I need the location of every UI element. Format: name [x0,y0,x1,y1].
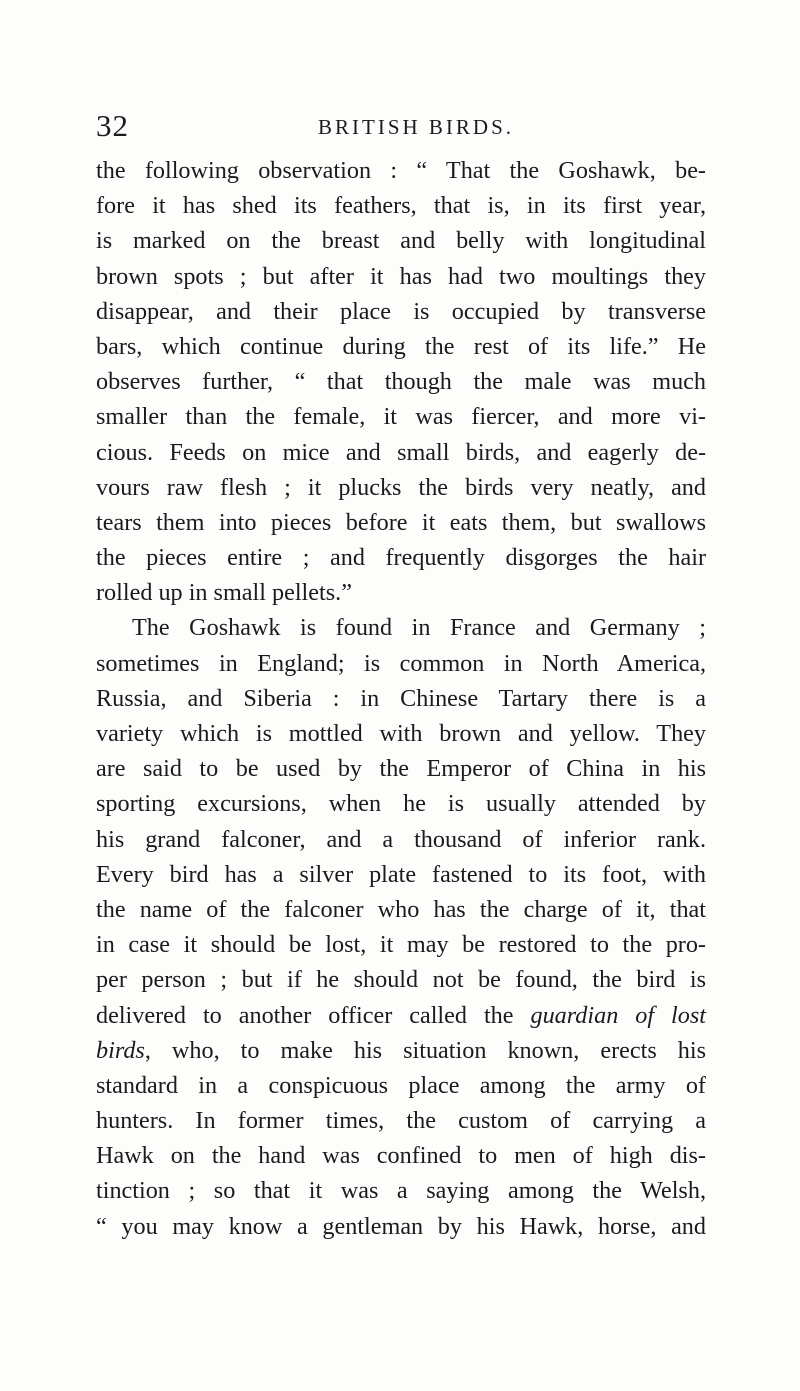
text-line: sporting excursions, when he is usually attended by [96,790,706,818]
page-number: 32 [96,108,129,143]
text-line: vours raw flesh ; it plucks the birds very neatly, and [96,473,706,501]
text-line: variety which is mottled with brown and yellow. They [96,720,706,747]
text-line: brown spots ; but after it has had two moultings they [96,262,706,290]
text-line: Every bird has a silver plate fastened to its foot, with [96,860,706,888]
text-line: Hawk on the hand was confined to men of high dis- [96,1142,706,1170]
text-line: the pieces entire ; and frequently disgorges the hair [96,544,706,572]
italic-phrase: birds [96,1036,145,1064]
text-line: smaller than the female, it was fiercer, and more vi- [96,403,706,431]
text-line: observes further, “ that though the male was much [96,368,706,396]
running-title: BRITISH BIRDS. [318,115,515,139]
text-line: Russia, and Siberia : in Chinese Tartary there is a [96,684,706,712]
text-line: are said to be used by the Emperor of China in his [96,755,706,783]
text-line: per person ; but if he should not be found, the bird is [96,966,706,994]
text-line-paragraph-start: The Goshawk is found in France and Germany ; [132,614,706,642]
text-line: bars, which continue during the rest of its life.” He [96,332,706,360]
text-line: tinction ; so that it was a saying among the Welsh, [96,1177,706,1205]
text-line-paragraph-end: rolled up in small pellets.” [96,579,352,607]
text-line: “ you may know a gentleman by his Hawk, horse, and [96,1212,706,1240]
italic-phrase: guardian of lost [530,1001,706,1029]
text-line: fore it has shed its feathers, that is, in its first year, [96,192,706,220]
text-line: sometimes in England; is common in North America, [96,649,706,677]
text-line: is marked on the breast and belly with longitudinal [96,227,706,255]
text-line: the name of the falconer who has the charge of it, that [96,895,706,923]
text-line: disappear, and their place is occupied by transverse [96,297,706,325]
text-line: standard in a conspicuous place among the army of [96,1071,706,1099]
text-line: cious. Feeds on mice and small birds, and eagerly de- [96,438,706,466]
text-line: his grand falconer, and a thousand of inferior rank. [96,825,706,853]
text-line: hunters. In former times, the custom of carrying a [96,1107,706,1135]
running-head [0,108,800,144]
text-line: the following observation : “ That the Goshawk, be- [96,157,706,184]
text-line: delivered to another officer called the guardian of lost [96,1001,706,1029]
text-line: in case it should be lost, it may be restored to the pro- [96,931,706,959]
text-line: birds, who, to make his situation known, erects his [96,1036,706,1064]
text-line: tears them into pieces before it eats them, but swallows [96,508,706,536]
body-text [96,153,706,1244]
